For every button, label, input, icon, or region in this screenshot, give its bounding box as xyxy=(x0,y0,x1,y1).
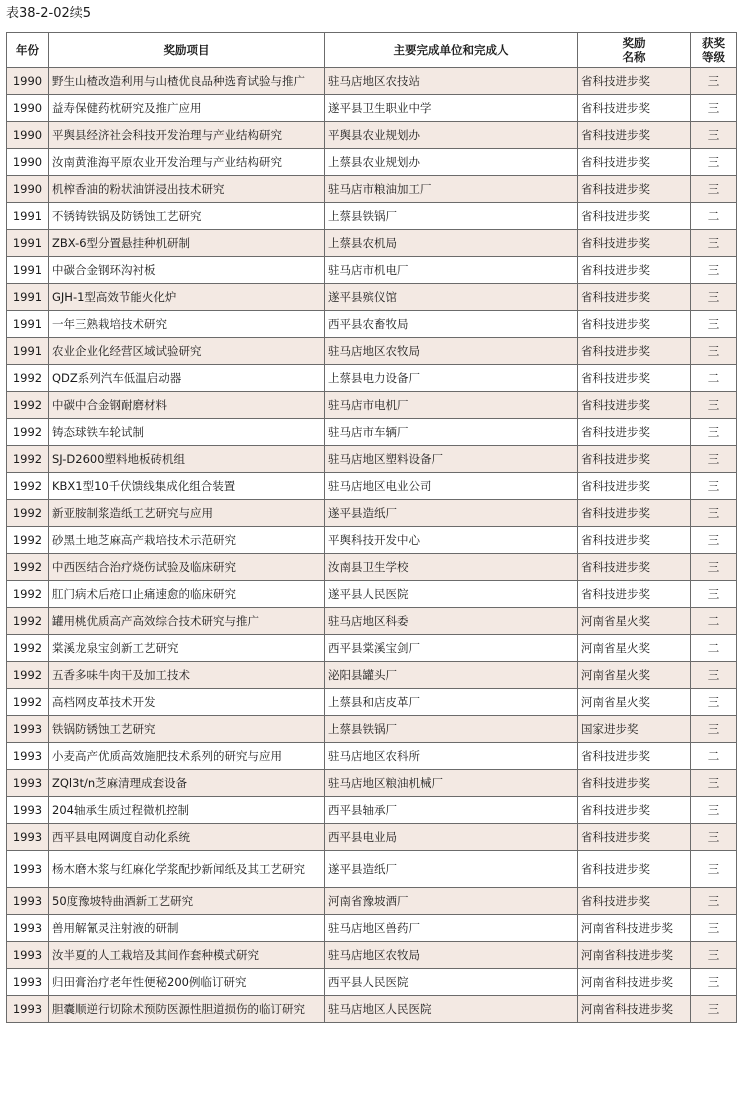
cell-project: 中碳合金钢环沟衬板 xyxy=(49,257,325,284)
cell-project: 机榨香油的粉状油饼浸出技术研究 xyxy=(49,176,325,203)
cell-unit: 上蔡县农业规划办 xyxy=(325,149,578,176)
cell-project: 204轴承生质过程微机控制 xyxy=(49,797,325,824)
cell-unit: 遂平县卫生职业中学 xyxy=(325,95,578,122)
cell-year: 1992 xyxy=(7,554,49,581)
table-row xyxy=(7,230,737,257)
cell-award-level: 三 xyxy=(691,473,737,500)
cell-project: 小麦高产优质高效施肥技术系列的研究与应用 xyxy=(49,743,325,770)
cell-award-name: 省科技进步奖 xyxy=(578,527,691,554)
cell-award-name: 省科技进步奖 xyxy=(578,743,691,770)
cell-unit: 驻马店地区农科所 xyxy=(325,743,578,770)
table-row xyxy=(7,311,737,338)
cell-year: 1990 xyxy=(7,176,49,203)
table-row xyxy=(7,581,737,608)
cell-project: 汝南黄淮海平原农业开发治理与产业结构研究 xyxy=(49,149,325,176)
table-row xyxy=(7,203,737,230)
table-row xyxy=(7,392,737,419)
cell-project: 50度豫坡特曲酒新工艺研究 xyxy=(49,888,325,915)
cell-project: 罐用桃优质高产高效综合技术研究与推广 xyxy=(49,608,325,635)
table-row xyxy=(7,662,737,689)
cell-award-level: 三 xyxy=(691,419,737,446)
cell-project: 砂黑土地芝麻高产栽培技术示范研究 xyxy=(49,527,325,554)
cell-award-level: 三 xyxy=(691,149,737,176)
cell-award-level: 二 xyxy=(691,608,737,635)
cell-unit: 上蔡县和店皮革厂 xyxy=(325,689,578,716)
cell-award-level: 三 xyxy=(691,257,737,284)
cell-award-level: 三 xyxy=(691,68,737,95)
cell-unit: 河南省豫坡酒厂 xyxy=(325,888,578,915)
cell-award-level: 三 xyxy=(691,500,737,527)
cell-unit: 上蔡县铁锅厂 xyxy=(325,203,578,230)
cell-year: 1993 xyxy=(7,770,49,797)
cell-award-name: 省科技进步奖 xyxy=(578,500,691,527)
cell-project: 农业企业化经营区域试验研究 xyxy=(49,338,325,365)
table-row xyxy=(7,149,737,176)
cell-award-name: 河南省星火奖 xyxy=(578,662,691,689)
cell-unit: 西平县农畜牧局 xyxy=(325,311,578,338)
cell-award-name: 省科技进步奖 xyxy=(578,284,691,311)
cell-award-name: 省科技进步奖 xyxy=(578,68,691,95)
cell-award-name: 省科技进步奖 xyxy=(578,446,691,473)
cell-unit: 遂平县人民医院 xyxy=(325,581,578,608)
cell-award-name: 省科技进步奖 xyxy=(578,230,691,257)
cell-project: 平舆县经济社会科技开发治理与产业结构研究 xyxy=(49,122,325,149)
cell-award-level: 三 xyxy=(691,716,737,743)
table-row xyxy=(7,716,737,743)
cell-unit: 驻马店地区粮油机械厂 xyxy=(325,770,578,797)
cell-year: 1993 xyxy=(7,797,49,824)
cell-year: 1993 xyxy=(7,942,49,969)
cell-award-level: 三 xyxy=(691,527,737,554)
table-row xyxy=(7,446,737,473)
cell-award-name: 省科技进步奖 xyxy=(578,824,691,851)
header-year: 年份 xyxy=(7,33,49,68)
cell-project: 棠溪龙泉宝剑新工艺研究 xyxy=(49,635,325,662)
cell-unit: 驻马店地区兽药厂 xyxy=(325,915,578,942)
table-caption: 表38-2-02续5 xyxy=(6,6,92,21)
cell-year: 1993 xyxy=(7,824,49,851)
cell-project: 肛门病术后疮口止痛速愈的临床研究 xyxy=(49,581,325,608)
cell-award-level: 三 xyxy=(691,662,737,689)
cell-project: 一年三熟栽培技术研究 xyxy=(49,311,325,338)
cell-project: 高档网皮革技术开发 xyxy=(49,689,325,716)
cell-unit: 驻马店市机电厂 xyxy=(325,257,578,284)
cell-year: 1992 xyxy=(7,392,49,419)
cell-award-name: 河南省科技进步奖 xyxy=(578,969,691,996)
table-row xyxy=(7,824,737,851)
cell-project: 铸态球铁车轮试制 xyxy=(49,419,325,446)
cell-award-name: 省科技进步奖 xyxy=(578,365,691,392)
cell-award-level: 三 xyxy=(691,230,737,257)
cell-year: 1991 xyxy=(7,338,49,365)
cell-project: 兽用解氰灵注射液的研制 xyxy=(49,915,325,942)
cell-unit: 平舆县农业规划办 xyxy=(325,122,578,149)
table-row xyxy=(7,68,737,95)
table-row xyxy=(7,95,737,122)
cell-year: 1990 xyxy=(7,95,49,122)
table-row xyxy=(7,797,737,824)
cell-award-level: 三 xyxy=(691,851,737,888)
cell-award-level: 三 xyxy=(691,888,737,915)
cell-award-name: 省科技进步奖 xyxy=(578,554,691,581)
cell-year: 1992 xyxy=(7,662,49,689)
cell-project: 归田膏治疗老年性便秘200例临订研究 xyxy=(49,969,325,996)
cell-award-level: 三 xyxy=(691,996,737,1023)
table-row xyxy=(7,608,737,635)
cell-award-name: 省科技进步奖 xyxy=(578,122,691,149)
cell-award-level: 三 xyxy=(691,770,737,797)
cell-project: 益寿保健药枕研究及推广应用 xyxy=(49,95,325,122)
cell-year: 1993 xyxy=(7,716,49,743)
cell-unit: 遂平县造纸厂 xyxy=(325,500,578,527)
cell-unit: 遂平县殡仪馆 xyxy=(325,284,578,311)
cell-year: 1993 xyxy=(7,996,49,1023)
table-row xyxy=(7,996,737,1023)
cell-unit: 驻马店地区农技站 xyxy=(325,68,578,95)
cell-project: ZBX-6型分置悬挂种机研制 xyxy=(49,230,325,257)
cell-project: 五香多味牛肉干及加工技术 xyxy=(49,662,325,689)
cell-project: 铁锅防锈蚀工艺研究 xyxy=(49,716,325,743)
cell-project: 胆囊顺逆行切除术预防医源性胆道损伤的临订研究 xyxy=(49,996,325,1023)
cell-award-level: 三 xyxy=(691,392,737,419)
cell-unit: 驻马店地区科委 xyxy=(325,608,578,635)
cell-project: 中西医结合治疗烧伤试验及临床研究 xyxy=(49,554,325,581)
header-level-line1: 获奖 xyxy=(702,36,725,50)
cell-unit: 上蔡县农机局 xyxy=(325,230,578,257)
table-row xyxy=(7,743,737,770)
cell-year: 1993 xyxy=(7,851,49,888)
cell-project: 西平县电网调度自动化系统 xyxy=(49,824,325,851)
cell-award-name: 国家进步奖 xyxy=(578,716,691,743)
cell-award-name: 省科技进步奖 xyxy=(578,338,691,365)
cell-award-name: 河南省星火奖 xyxy=(578,689,691,716)
table-row xyxy=(7,257,737,284)
cell-project: 中碳中合金钢耐磨材料 xyxy=(49,392,325,419)
cell-unit: 泌阳县罐头厂 xyxy=(325,662,578,689)
cell-award-level: 二 xyxy=(691,635,737,662)
cell-year: 1993 xyxy=(7,743,49,770)
cell-year: 1991 xyxy=(7,284,49,311)
cell-award-level: 三 xyxy=(691,797,737,824)
table-body xyxy=(7,68,737,1023)
cell-award-name: 省科技进步奖 xyxy=(578,419,691,446)
cell-project: 野生山楂改造利用与山楂优良品种选育试验与推广 xyxy=(49,68,325,95)
cell-unit: 驻马店市粮油加工厂 xyxy=(325,176,578,203)
cell-year: 1992 xyxy=(7,689,49,716)
cell-award-level: 二 xyxy=(691,203,737,230)
cell-project: KBX1型10千伏馈线集成化组合装置 xyxy=(49,473,325,500)
cell-unit: 上蔡县电力设备厂 xyxy=(325,365,578,392)
cell-unit: 驻马店市车辆厂 xyxy=(325,419,578,446)
cell-year: 1993 xyxy=(7,915,49,942)
cell-award-name: 省科技进步奖 xyxy=(578,176,691,203)
cell-unit: 驻马店地区人民医院 xyxy=(325,996,578,1023)
cell-unit: 驻马店地区塑料设备厂 xyxy=(325,446,578,473)
header-award-line1: 奖励 xyxy=(622,36,646,50)
cell-award-name: 省科技进步奖 xyxy=(578,473,691,500)
cell-year: 1990 xyxy=(7,122,49,149)
table-row xyxy=(7,888,737,915)
cell-award-level: 三 xyxy=(691,581,737,608)
cell-award-level: 三 xyxy=(691,122,737,149)
header-project: 奖励项目 xyxy=(49,33,325,68)
cell-year: 1991 xyxy=(7,230,49,257)
cell-year: 1991 xyxy=(7,311,49,338)
table-row xyxy=(7,969,737,996)
table-row xyxy=(7,689,737,716)
cell-unit: 平舆科技开发中心 xyxy=(325,527,578,554)
cell-award-level: 二 xyxy=(691,743,737,770)
cell-unit: 遂平县造纸厂 xyxy=(325,851,578,888)
cell-year: 1992 xyxy=(7,446,49,473)
cell-year: 1992 xyxy=(7,365,49,392)
cell-year: 1990 xyxy=(7,68,49,95)
cell-award-name: 河南省星火奖 xyxy=(578,608,691,635)
cell-award-name: 省科技进步奖 xyxy=(578,149,691,176)
table-row xyxy=(7,122,737,149)
cell-award-name: 省科技进步奖 xyxy=(578,392,691,419)
header-level-line2: 等级 xyxy=(702,50,725,64)
cell-year: 1993 xyxy=(7,969,49,996)
cell-project: 不锈铸铁锅及防锈蚀工艺研究 xyxy=(49,203,325,230)
header-award-line2: 名称 xyxy=(622,50,646,64)
cell-award-name: 省科技进步奖 xyxy=(578,581,691,608)
header-unit: 主要完成单位和完成人 xyxy=(325,33,578,68)
cell-award-name: 省科技进步奖 xyxy=(578,257,691,284)
cell-unit: 上蔡县铁锅厂 xyxy=(325,716,578,743)
cell-award-level: 三 xyxy=(691,311,737,338)
cell-year: 1993 xyxy=(7,888,49,915)
cell-award-level: 三 xyxy=(691,942,737,969)
table-row xyxy=(7,419,737,446)
cell-year: 1992 xyxy=(7,419,49,446)
cell-award-name: 省科技进步奖 xyxy=(578,851,691,888)
table-row xyxy=(7,554,737,581)
cell-award-level: 三 xyxy=(691,915,737,942)
table-row xyxy=(7,365,737,392)
cell-award-level: 三 xyxy=(691,446,737,473)
cell-award-level: 三 xyxy=(691,554,737,581)
cell-award-level: 三 xyxy=(691,689,737,716)
cell-year: 1992 xyxy=(7,500,49,527)
cell-award-name: 河南省星火奖 xyxy=(578,635,691,662)
cell-project: QDZ系列汽车低温启动器 xyxy=(49,365,325,392)
table-row xyxy=(7,527,737,554)
cell-year: 1992 xyxy=(7,473,49,500)
cell-award-level: 三 xyxy=(691,969,737,996)
header-award-level xyxy=(691,33,737,68)
cell-unit: 汝南县卫生学校 xyxy=(325,554,578,581)
cell-award-level: 三 xyxy=(691,95,737,122)
cell-project: SJ-D2600塑料地板砖机组 xyxy=(49,446,325,473)
table-row xyxy=(7,473,737,500)
cell-year: 1991 xyxy=(7,257,49,284)
cell-award-name: 省科技进步奖 xyxy=(578,95,691,122)
awards-table xyxy=(6,32,737,1023)
cell-award-level: 三 xyxy=(691,824,737,851)
cell-project: GJH-1型高效节能火化炉 xyxy=(49,284,325,311)
cell-year: 1992 xyxy=(7,608,49,635)
cell-award-name: 河南省科技进步奖 xyxy=(578,915,691,942)
cell-award-name: 河南省科技进步奖 xyxy=(578,996,691,1023)
cell-project: 杨木磨木浆与红麻化学浆配抄新闻纸及其工艺研究 xyxy=(49,851,325,888)
table-row xyxy=(7,942,737,969)
table-row xyxy=(7,770,737,797)
cell-award-level: 三 xyxy=(691,338,737,365)
cell-unit: 驻马店地区电业公司 xyxy=(325,473,578,500)
cell-unit: 西平县人民医院 xyxy=(325,969,578,996)
table-row xyxy=(7,176,737,203)
cell-project: 汝半夏的人工栽培及其间作套种模式研究 xyxy=(49,942,325,969)
cell-award-level: 二 xyxy=(691,365,737,392)
header-row xyxy=(7,33,737,68)
cell-year: 1991 xyxy=(7,203,49,230)
cell-project: 新亚胺制浆造纸工艺研究与应用 xyxy=(49,500,325,527)
table-row xyxy=(7,851,737,888)
cell-year: 1992 xyxy=(7,527,49,554)
cell-unit: 驻马店市电机厂 xyxy=(325,392,578,419)
header-award-name xyxy=(578,33,691,68)
cell-award-name: 省科技进步奖 xyxy=(578,311,691,338)
table-row xyxy=(7,915,737,942)
cell-unit: 西平县轴承厂 xyxy=(325,797,578,824)
table-row xyxy=(7,500,737,527)
cell-year: 1992 xyxy=(7,635,49,662)
cell-unit: 西平县棠溪宝剑厂 xyxy=(325,635,578,662)
cell-award-level: 三 xyxy=(691,284,737,311)
cell-award-name: 河南省科技进步奖 xyxy=(578,942,691,969)
cell-award-name: 省科技进步奖 xyxy=(578,888,691,915)
table-row xyxy=(7,338,737,365)
cell-award-name: 省科技进步奖 xyxy=(578,770,691,797)
cell-year: 1990 xyxy=(7,149,49,176)
cell-unit: 驻马店地区农牧局 xyxy=(325,942,578,969)
cell-award-name: 省科技进步奖 xyxy=(578,797,691,824)
cell-year: 1992 xyxy=(7,581,49,608)
cell-award-level: 三 xyxy=(691,176,737,203)
table-row xyxy=(7,284,737,311)
cell-project: ZQl3t/n芝麻清理成套设备 xyxy=(49,770,325,797)
cell-unit: 西平县电业局 xyxy=(325,824,578,851)
table-row xyxy=(7,635,737,662)
cell-unit: 驻马店地区农牧局 xyxy=(325,338,578,365)
cell-award-name: 省科技进步奖 xyxy=(578,203,691,230)
